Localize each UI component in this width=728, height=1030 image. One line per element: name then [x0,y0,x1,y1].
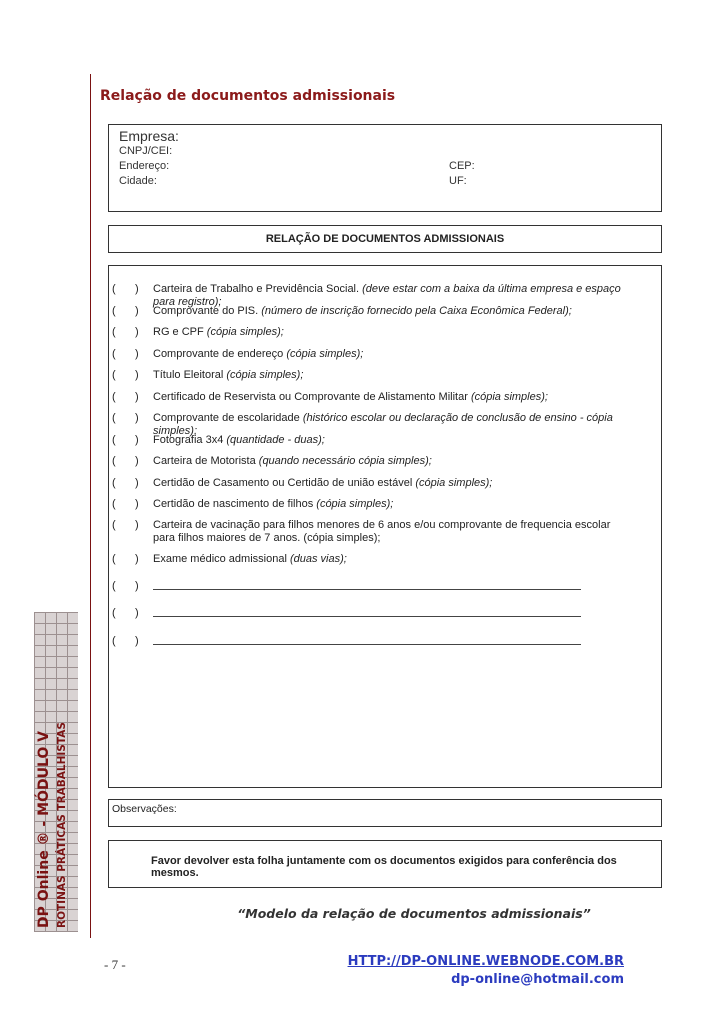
page-heading: Relação de documentos admissionais [100,88,396,104]
checkbox-open: ( [112,391,116,403]
list-title: RELAÇÃO DE DOCUMENTOS ADMISSIONAIS [265,233,505,245]
observations-box [108,799,662,827]
checkbox-open: ( [112,348,116,360]
company-info-box [108,124,662,212]
blank-line[interactable] [153,644,581,645]
cep-label: CEP: [449,160,475,172]
cnpj-label: CNPJ/CEI: [119,145,173,157]
list-title-box [108,225,662,253]
checkbox-open: ( [112,607,116,619]
return-note: Favor devolver esta folha juntamente com os documentos exigidos para conferência dos mesmos. [151,855,617,879]
module-sublabel: ROTINAS PRÁTICAS TRABALHISTAS [56,722,68,928]
blank-line[interactable] [153,589,581,590]
observations-label: Observações: [112,803,177,815]
item-text: Carteira de vacinação para filhos menores de 6 anos e/ou comprovante de frequencia escolar para filhos maiores de 7 anos. (cópia simples); [153,519,611,544]
checkbox-open: ( [112,635,116,647]
checkbox-close: ) [135,519,139,531]
checkbox-open: ( [112,412,116,424]
item-text: Certificado de Reservista ou Comprovante de Alistamento Militar (cópia simples); [153,391,548,403]
cidade-label: Cidade: [119,175,157,187]
checkbox-open: ( [112,369,116,381]
empresa-label: Empresa: [119,128,179,144]
checkbox-close: ) [135,635,139,647]
checkbox-close: ) [135,498,139,510]
return-note-box [108,840,662,888]
item-text: Certidão de nascimento de filhos (cópia simples); [153,498,394,510]
checkbox-close: ) [135,580,139,592]
checkbox-open: ( [112,519,116,531]
module-label: DP Online ® - MÓDULO V [36,731,52,928]
email-link[interactable]: dp-online@hotmail.com [451,972,624,987]
checkbox-close: ) [135,553,139,565]
checkbox-close: ) [135,607,139,619]
item-text: Fotografia 3x4 (quantidade - duas); [153,434,325,446]
checkbox-open: ( [112,455,116,467]
checkbox-close: ) [135,455,139,467]
checkbox-open: ( [112,326,116,338]
document-checklist [108,265,662,788]
item-text: Carteira de Motorista (quando necessário cópia simples); [153,455,432,467]
checkbox-close: ) [135,348,139,360]
checkbox-open: ( [112,580,116,592]
item-text: RG e CPF (cópia simples); [153,326,284,338]
item-text: Comprovante de escolaridade (histórico escolar ou declaração de conclusão de ensino - cópia simples); [153,412,613,437]
checkbox-open: ( [112,283,116,295]
checkbox-close: ) [135,283,139,295]
page-number: - 7 - [104,957,126,972]
checkbox-close: ) [135,305,139,317]
margin-rule [90,74,91,938]
endereco-label: Endereço: [119,160,170,172]
item-text: Exame médico admissional (duas vias); [153,553,347,565]
item-text: Comprovante do PIS. (número de inscrição fornecido pela Caixa Econômica Federal); [153,305,572,317]
checkbox-open: ( [112,498,116,510]
checkbox-open: ( [112,434,116,446]
site-link[interactable]: HTTP://DP-ONLINE.WEBNODE.COM.BR [347,954,624,969]
item-text: Comprovante de endereço (cópia simples); [153,348,364,360]
item-text: Certidão de Casamento ou Certidão de união estável (cópia simples); [153,477,493,489]
checkbox-open: ( [112,553,116,565]
checkbox-close: ) [135,326,139,338]
figure-caption: “Modelo da relação de documentos admissionais” [237,906,591,921]
item-text: Carteira de Trabalho e Previdência Social. (deve estar com a baixa da última empresa e espaço para registro); [153,283,621,308]
item-text: Título Eleitoral (cópia simples); [153,369,304,381]
blank-line[interactable] [153,616,581,617]
uf-label: UF: [449,175,467,187]
checkbox-close: ) [135,477,139,489]
checkbox-close: ) [135,369,139,381]
checkbox-close: ) [135,412,139,424]
checkbox-close: ) [135,391,139,403]
checkbox-close: ) [135,434,139,446]
checkbox-open: ( [112,305,116,317]
checkbox-open: ( [112,477,116,489]
